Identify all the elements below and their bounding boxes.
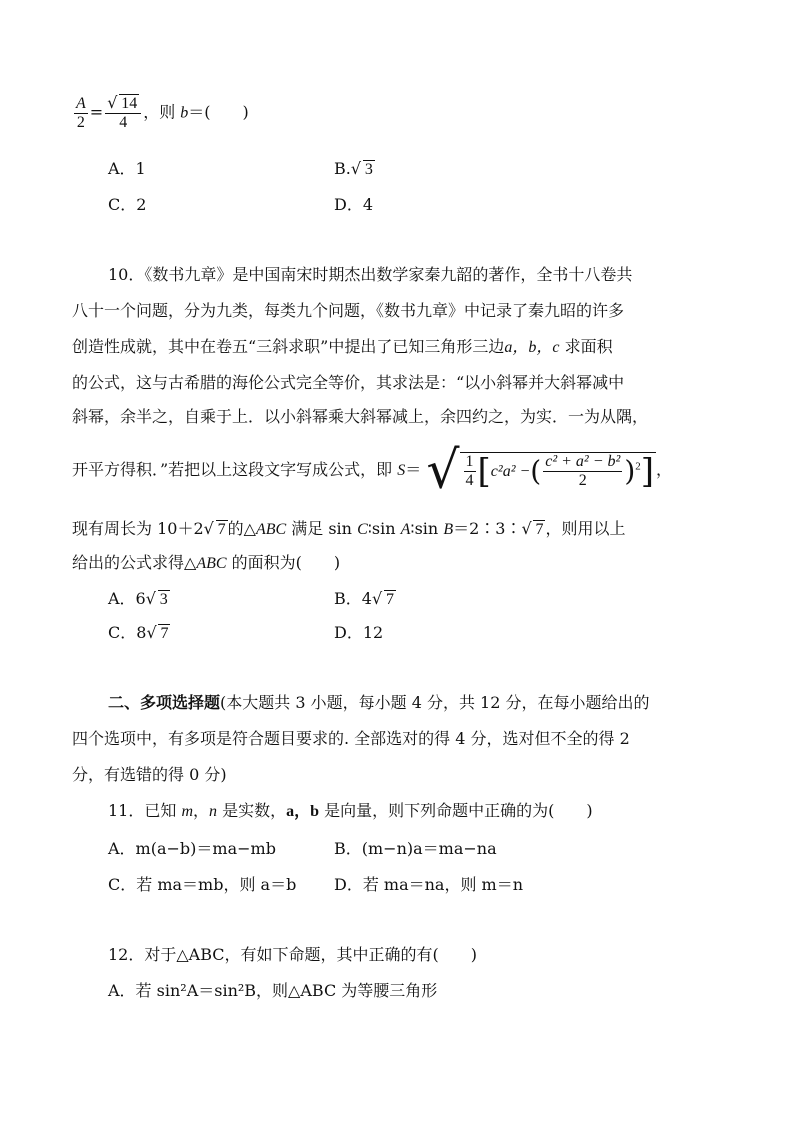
q11-option-b: B．(m−n)a＝ma−na [334,839,497,858]
q11-option-c: C．若 ma＝mb，则 a＝b [108,875,297,894]
sqrt-sign: √ [426,440,460,501]
q10-line-3: 创造性成就，其中在卷五“三斜求职”中提出了已知三角形三边a，b，c 求面积 [72,337,613,356]
fraction-1-over-4: $\frac{1}{4}$ [465,452,474,489]
q9-option-d: D．4 [334,195,374,214]
q12-stem: 12．对于△ABC，有如下命题，其中正确的有( ) [108,945,478,964]
q10-line-1: 10．《数书九章》是中国南宋时期杰出数学家秦九韶的著作，全书十八卷共 [108,265,633,284]
q10-line-2: 八十一个问题，分为九类，每类九个问题，《数书九章》中记录了秦九昭的许多 [72,301,625,320]
section-2-desc-2: 四个选项中，有多项是符合题目要求的. 全部选对的得 4 分，选对但不全的得 2 [72,729,630,748]
fraction-sqrt14-over-4: √ 14 4 [105,94,141,132]
q12-option-a: A．若 sin²A＝sin²B，则△ABC 为等腰三角形 [108,981,438,1000]
q9-option-b: B. √ 3 [334,159,373,178]
q9-option-c: C．2 [108,195,147,214]
q10-option-a: A．6 √ 3 [108,589,168,608]
q10-line-5: 斜幂，余半之，自乘于上．以小斜幂乘大斜幂减上，余四约之，为实．一为从隅， [72,407,649,426]
q11-option-a: A．m(a−b)＝ma−mb [108,839,276,858]
section-2-desc-3: 分，有选错的得 0 分) [72,765,227,784]
q10-option-b: B．4 √ 7 [334,589,394,608]
q10-option-c: C．8 √ 7 [108,623,169,642]
section-2-heading: 二、多项选择题(本大题共 3 小题，每小题 4 分，共 12 分，在每小题给出的 [108,693,650,712]
fraction-A-over-2: $\frac{A}{2}$ [76,94,86,131]
q10-option-d: D．12 [334,623,384,642]
q9-equation-line: $\frac{A}{2}$ = √ 14 4 ，则 b＝( ) [76,93,249,131]
fraction-inner: $\frac{\text{c² + a² − b²}}{2}$ [545,452,621,489]
q10-last-line: 给出的公式求得△ABC 的面积为( ) [72,553,341,572]
q9-option-a: A．1 [108,159,146,178]
q10-line-4: 的公式，这与古希腊的海伦公式完全等价，其求法是：“以小斜幂并大斜幂减中 [72,373,625,392]
q10-formula-line: 开平方得积．”若把以上这段文字写成公式，即 S＝ √ $\frac{1}{4}$ [c²a² −( $\frac{\text{c² + a² − b²}}{2}$ )$^2$] ， [72,440,673,501]
q11-option-d: D．若 ma＝na，则 m＝n [334,875,524,894]
formula-radicand: $\frac{1}{4}$ [c²a² −( $\frac{\text{c² + a² − b²}}{2}$ )$^2$] [460,452,657,490]
section-title: 二、多项选择题 [108,693,221,712]
q11-stem: 11．已知 m，n 是实数，a，b 是向量，则下列命题中正确的为( ) [108,801,593,820]
q10-perimeter-line: 现有周长为 10＋2 √ 7 的△ABC 满足 sin C∶sin A∶sin B＝2∶3∶ √ 7 ，则用以上 [72,519,626,538]
